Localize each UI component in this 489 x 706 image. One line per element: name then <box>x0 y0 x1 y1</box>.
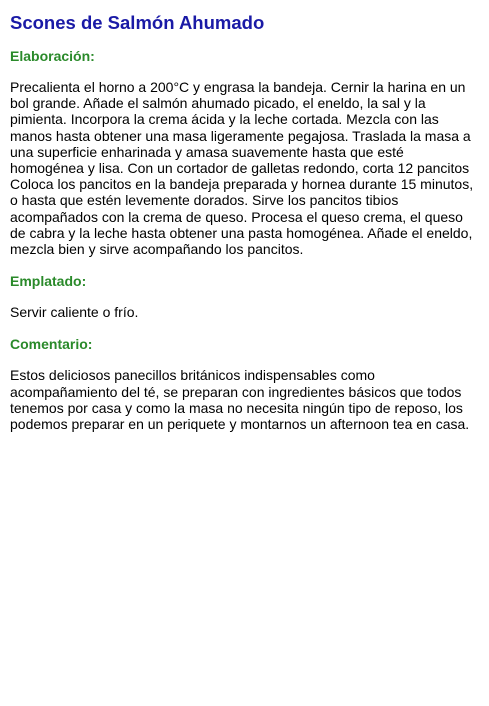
section-heading-elaboracion: Elaboración: <box>10 48 95 64</box>
section-body-comentario: Estos deliciosos panecillos británicos indispensables como acompañamiento del té, se preparan con ingredientes básicos que todos tenemos por casa y como la masa no necesita ningún tipo de reposo, los podemos preparar en un periquete y montarnos un afternoon tea en casa. <box>10 367 470 433</box>
page-title: Scones de Salmón Ahumado <box>10 12 265 33</box>
section-body-emplatado: Servir caliente o frío. <box>10 304 139 321</box>
section-emplatado <box>10 273 479 320</box>
section-body-elaboracion: Precalienta el horno a 200°C y engrasa la bandeja. Cernir la harina en un bol grande. Añade el salmón ahumado picado, el eneldo, la sal y la pimienta. Incorpora la crema ácida y la leche cortada. Mezcla con las manos hasta obtener una masa ligeramente pegajosa. Traslada la masa a una superficie enharinada y amasa suavemente hasta que esté homogénea y lisa. Con un cortador de galletas redondo, corta 12 pancitos Coloca los pancitos en la bandeja preparada y hornea durante 15 minutos, o hasta que estén levemente dorados. Sirve los pancitos tibios acompañados con la crema de queso. Procesa el queso crema, el queso de cabra y la leche hasta obtener una pasta homogénea. Añade el eneldo, mezcla bien y sirve acompañando los pancitos. <box>10 79 474 258</box>
section-heading-emplatado: Emplatado: <box>10 273 87 290</box>
section-comentario <box>10 336 479 432</box>
section-elaboracion <box>10 48 479 257</box>
section-heading-comentario: Comentario: <box>10 336 93 353</box>
